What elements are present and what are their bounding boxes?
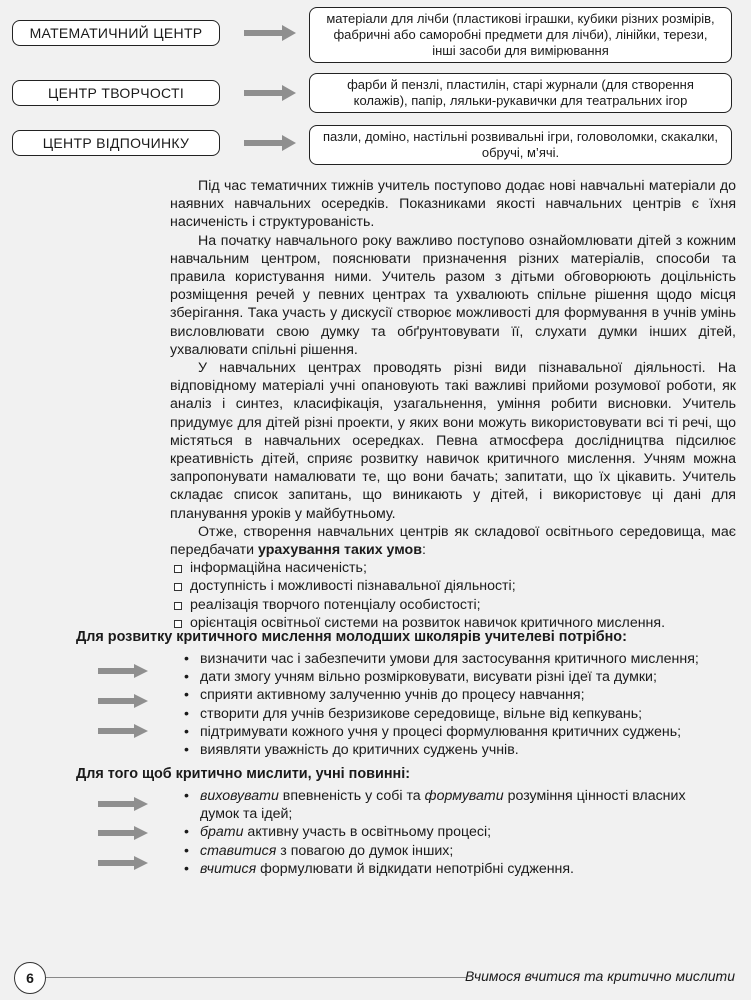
- arrow-right-icon: [98, 724, 148, 738]
- main-text: [170, 177, 736, 632]
- list-item: • підтримувати кожного учня у процесі формулювання критичних суджень;: [184, 723, 744, 741]
- arrow-right-icon: [98, 826, 148, 840]
- conditions-colon: :: [421, 542, 426, 559]
- list-item: [184, 787, 704, 823]
- arrow-right-icon: [244, 85, 296, 101]
- list-item: • дати змогу учням вільно розмірковувати, висувати різні ідеї та думки;: [184, 668, 744, 686]
- item-text: формулювати й відкидати непотрібні судження.: [256, 860, 575, 877]
- list-item: інформаційна насиченість;: [170, 559, 736, 577]
- arrow-right-icon: [98, 797, 148, 811]
- center-description: пазли, доміно, настільні розвивальні ігри, головоломки, скакалки, обручі, м’ячі.: [309, 125, 732, 165]
- conditions-intro-text: Отже, створення навчальних центрів як складової освітнього середовища, має передбачати: [170, 523, 736, 559]
- item-text: активну участь в освітньому процесі;: [243, 824, 492, 841]
- teacher-list: [184, 650, 744, 759]
- center-description: матеріали для лічби (пластикові іграшки, кубики різних розмірів, фабричні або саморобні предмети для лічби), лінійки, терези, інші засоби для вимірювання: [309, 7, 732, 63]
- list-item: реалізація творчого потенціалу особистості;: [170, 596, 736, 614]
- item-verb: вчитися: [200, 860, 257, 877]
- center-label: ЦЕНТР ВІДПОЧИНКУ: [12, 130, 220, 156]
- list-item: • виявляти уважність до критичних суджень учнів.: [184, 741, 744, 759]
- arrow-right-icon: [98, 664, 148, 678]
- arrow-right-icon: [98, 856, 148, 870]
- teacher-heading: Для розвитку критичного мислення молодших школярів учителеві потрібно:: [76, 629, 627, 645]
- item-verb: формувати: [424, 788, 504, 804]
- center-label: МАТЕМАТИЧНИЙ ЦЕНТР: [12, 20, 220, 46]
- item-text: розуміння цінності власних думок та ідей;: [200, 788, 686, 823]
- arrow-right-icon: [98, 694, 148, 708]
- list-item: • сприяти активному залученню учнів до процесу навчання;: [184, 686, 744, 704]
- footer-title: Вчимося вчитися та критично мислити: [465, 968, 735, 984]
- list-item: [184, 860, 704, 878]
- list-item: • визначити час і забезпечити умови для застосування критичного мислення;: [184, 650, 744, 668]
- item-verb: ставитися: [200, 842, 277, 859]
- item-verb: виховувати: [200, 788, 279, 804]
- item-text: з повагою до думок інших;: [276, 842, 454, 859]
- paragraph: Під час тематичних тижнів учитель поступово додає нові навчальні матеріали до наявних навчальних осередків. Показниками якості навчальних центрів є їхня насиченість і структурованість.: [170, 178, 736, 231]
- list-item: доступність і можливості пізнавальної діяльності;: [170, 577, 736, 595]
- conditions-intro: [170, 523, 736, 559]
- footer-divider: [46, 977, 466, 978]
- page-number: 6: [14, 962, 46, 994]
- center-description: фарби й пензлі, пластилін, старі журнали (для створення колажів), папір, ляльки-рукавички для театральних ігор: [309, 73, 732, 113]
- paragraph: На початку навчального року важливо поступово ознайомлювати дітей з кожним навчальним центром, пояснювати призначення різних матеріалів, способи та правила користування ними. Учитель разом з дітьми обговорюють доцільність розміщення речей у певних центрах та ухвалюють спільне рішення щодо місця зберігання. Така участь у дискусії створює можливості для формування в учнів умінь висловлювати свою думку та обґрунтовувати її, слухати думки інших дітей, ухвалювати спільні рішення.: [170, 232, 736, 358]
- conditions-bold: урахування таких умов: [258, 542, 422, 559]
- item-text: впевненість у собі та: [278, 788, 425, 804]
- arrow-right-icon: [244, 135, 296, 151]
- student-list: [184, 787, 704, 878]
- paragraph: У навчальних центрах проводять різні види пізнавальної діяльності. На відповідному матеріалі учні опановують такі важливі прийоми розумової роботи, як аналіз і синтез, класифікація, узагальнення, уміння робити висновки. Учитель придумує для дітей різні проекти, у яких вони можуть використовувати всі ті речі, що містяться в навчальних осередках. Певна атмосфера дослідництва підсилює креативність дітей, сприяє розвитку навичок критичного мислення. Учням можна запропонувати намалювати те, що вони бачать; запитати, що їх цікавить. Учитель складає список запитань, що виникають у дітей, і використовує ці дані для планування уроків у майбутньому.: [170, 360, 736, 522]
- conditions-list: [170, 559, 736, 632]
- list-item: [184, 842, 704, 860]
- student-heading: Для того щоб критично мислити, учні повинні:: [76, 766, 410, 782]
- list-item: • створити для учнів безризикове середовище, вільне від кепкувань;: [184, 705, 744, 723]
- item-verb: брати: [200, 824, 244, 841]
- arrow-right-icon: [244, 25, 296, 41]
- center-label: ЦЕНТР ТВОРЧОСТІ: [12, 80, 220, 106]
- list-item: [184, 823, 704, 841]
- list-item: орієнтація освітньої системи на розвиток навичок критичного мислення.: [170, 614, 736, 632]
